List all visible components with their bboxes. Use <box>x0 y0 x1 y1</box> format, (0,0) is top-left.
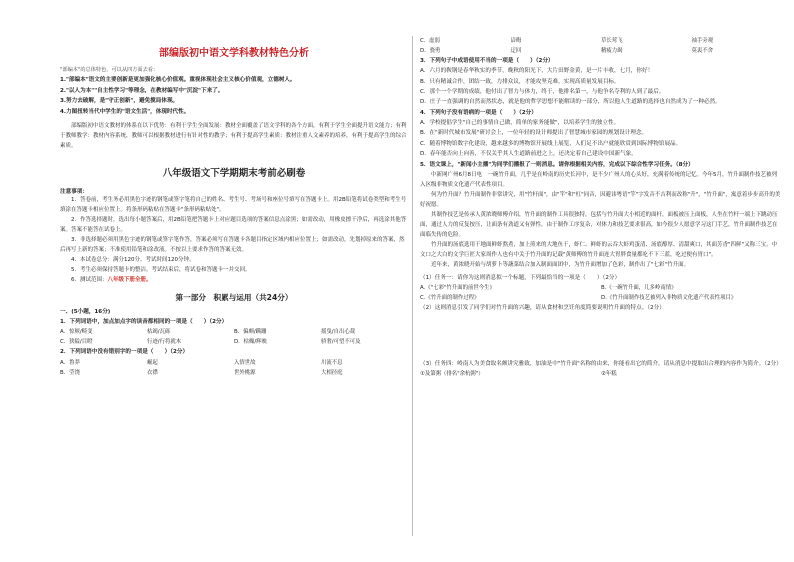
q3-option-c: C．那个一个学期的成绩，他付出了智力与体力，终于，他排名第一，与他争名夺利的人到了最后。 <box>420 89 665 96</box>
sub-question-1: （1）任务一：请你为这则消息拟一个标题，下列最恰当的一项是（ ）（2分） <box>420 274 621 281</box>
q2-option: B．莹饶 <box>60 369 80 376</box>
q1-option: 枯竭/瓦砾 <box>147 329 171 336</box>
right-column <box>420 36 782 379</box>
q4-option-d: D．春年能否向上向善，不仅关乎其人生道路前进之上，还决定着自己建设中国新气象。 <box>420 151 637 158</box>
q2-option: C．虚弱 <box>420 38 440 44</box>
notice-5: 5．考生必须保持答题卡的整洁。考试结束后，将试卷和答题卡一并交回。 <box>71 267 251 274</box>
feature-2: 2."以人为本""自主性学习"等理念，在教材编写中"沉淀"下来了。 <box>60 87 224 94</box>
notice-4: 4．本试卷总分：满分120分。考试时间120分钟。 <box>71 257 195 264</box>
question-2: 2．下列词语中没有错别字的一项是（ ）（2分） <box>60 349 189 356</box>
question-2-options <box>60 358 408 378</box>
left-column <box>60 0 408 378</box>
q2-option: 谙晦 <box>510 38 522 44</box>
q1-option: D．枯燥/辉映 <box>234 339 267 346</box>
q2-option: 大相径庭 <box>321 369 343 376</box>
sub1-option: B.《一碗竹升面，几多岭南情》 <box>601 285 677 292</box>
q1-option: 摇曳/自出心裁 <box>321 329 356 336</box>
q2-option: D．骁勇 <box>420 48 441 54</box>
news-paragraph-2: 何为竹升面？竹升面制作非常讲究，用"竹杆面"，由"竿"和"杠"同音，因避讳粤语"竿"字发音不吉利而改称"升"，"竹升面"，寓意着步步高升的美好祝愿。 <box>420 191 781 208</box>
q1-option: 骄奢/可望不可及 <box>321 339 361 346</box>
test-scope: 八年级下册全册。 <box>107 277 152 284</box>
feature-4: 4.力图扭转当代中学生的"语文生活"，体现时代性。 <box>60 108 190 115</box>
question-group: 一、(5小题，16分) <box>60 309 111 316</box>
sub-question-1-options <box>420 283 782 303</box>
sub-question-3: （3）任务四：岭南人为美食取名颇讲究雅致，加油是中"竹升面"名称的由来，你能看出它的简介，请从消息中提取出合理的内容作为简介。（2分） <box>420 361 782 368</box>
question-3: 3．下列句子中成语使用不当的一项是（ ）（2分） <box>420 58 554 64</box>
q2-option: 世外桃源 <box>234 369 256 376</box>
q4-option-c: C．随着博物馆数字化建设，越来越多的博物馆开展线上展览，人们足不出户就能欣赏到国际博物馆展品。 <box>420 140 682 147</box>
question-4: 4．下列句子没有语病的一项是（ ）（2分） <box>420 109 537 116</box>
q2-option: 草长莺飞 <box>601 38 623 44</box>
notice-1: 1．答卷前，考生务必用黑色字迹的钢笔或签字笔将自己的姓名、考生号、考场号和座位号填写在答题卡上。用2B铅笔将试卷类型和考生号填涂在答题卡相应位置上。将条形码粘贴在答题卡"条形码粘贴处"。 <box>60 197 407 214</box>
q2-option: 崛起 <box>147 359 158 366</box>
q1-option: B．偏颇/蹒跚 <box>234 329 267 336</box>
exam-title: 八年级语文下学期期末考前必刷卷 <box>162 168 306 180</box>
q2-option: 迂回 <box>510 48 522 54</box>
question-1-options <box>60 327 408 347</box>
sub-question-2: （2）这则消息引发了同学们对竹升面的兴趣，请从食材和烹饪角度简要说明竹升面的特点。（2分） <box>420 305 665 312</box>
answer-space <box>420 313 782 359</box>
header-title: 部编版初中语文学科教材特色分析 <box>159 48 309 59</box>
sub1-option: D.《竹升面制作技艺被列入非物质文化遗产代表性项目》 <box>601 295 737 302</box>
q2-option: 入情世故 <box>234 359 256 366</box>
q3-option-b: B．只有精诚合作，团结一致，力排众议，才能攻坚克难，实现高质量发展目标。 <box>420 78 620 85</box>
q3-option-a: A．六月的鞍钢是春华秋实的季节，晚秋的阳光下，大片田野金黄，是一片丰收，七月，你好！ <box>420 68 654 75</box>
notice-6-prefix: 6．测试范围： <box>71 277 108 284</box>
q3-option-d: D．庄子一直强调的自然而然状态，就是他的哲学思想不能解读的一部分，所以他人生道路的选择也自然成为了一种必然。 <box>420 99 721 106</box>
q2-option: 川流不息 <box>321 359 343 366</box>
q2-option: 衣襟 <box>147 369 158 376</box>
feature-3: 3.努力去破解，是"守正创新"，避免搅局体现。 <box>60 98 179 105</box>
news-paragraph-4: 竹升面的汤底选用干地面鲜虾熬煮，加上煎来的大地鱼干，虾仁、鲜虾的云吞大虾鸡蛋清、汤底醇厚、清甜爽口，其面芳香"四鲜"又称三宝。中文口之大白的文学巨匠大家周作人也有中关于竹升面的记载"黄师傅的竹升面连大胃胖食量都吃不下三蓝，吃过便有胃口"。 <box>420 241 778 258</box>
question-1: 1．下列词语中，加点加点字的读音都相同的一项是（ ）（2分） <box>60 319 228 326</box>
intro-line: "部编本"的总体特色，可以从四方面去看： <box>60 67 159 73</box>
q1-option: 行迹/行将就木 <box>147 339 182 346</box>
feature-1: 1."部编本"语文的主要创新是更加强化核心价值观。重视体现社会主义核心价值观，立德树人。 <box>60 77 296 84</box>
question-5: 5．语文课上，"新闻小主播"为同学们播报了一则消息。请你根据相关内容，完成以下综合性学习任务。（8分） <box>420 161 694 168</box>
notice-heading: 注意事项： <box>60 189 88 196</box>
news-paragraph-3: 其制作技艺是传承人黄浓晓师傅介绍，竹升面的制作工具很独特，包括与竹升面大小相近的面杆，面板被压上面板，人坐在竹杆一端上下跳动压面，通过人力的反复按压，让面条有劲道又有弹性。由于制作工序复杂，对体力和技艺要求很高，如今很少人愿意学习这门手艺，竹升面制作技艺在面临失传的危险。 <box>420 211 778 238</box>
q2-option: 精疲力竭 <box>601 48 623 54</box>
sub1-option: C.《竹升面的制作过程》 <box>420 295 480 302</box>
news-paragraph-1: 中新网广州6月8日电 一碗竹升面，几乎是在岭南的历史长河中，是不少广州人的心头好，充满着传统的记忆。今年5月，竹升面制作技艺被列入区级非物质文化遗产代表性项目。 <box>420 171 778 188</box>
notice-2: 2．作答选择题时，选出每小题答案后，用2B铅笔把答题卡上对应题目选项的答案信息点涂黑；如需改动，用橡皮擦干净后，再选涂其他答案。答案不能答在试卷上。 <box>60 217 407 234</box>
q2-option: 莫衷不舍 <box>691 48 714 54</box>
q1-option: A．惊厥/畸变 <box>60 329 93 336</box>
news-paragraph-5: 近年来，黄浓晓开始与胡萝卜等蔬菜结合加入制面面团中，为竹升面增加了色彩，制作出了"七彩"竹升面。 <box>431 261 690 268</box>
advantage-paragraph: 部编版初中语文教材的体系在以下优势：有利于学生全面发展：教材全面覆盖了语文学科的各个方面，有利于学生全面提升语文能力；有利于教师教学：教材内容系统，教师可以根据教材进行有针对性的教学；有利于提高学生素质：教材注重人文素养的培养，有利于提高学生的综合素质。 <box>60 123 407 150</box>
sub3-option: ①及第粥（排名"余杭粥"） <box>420 371 484 378</box>
notice-6 <box>60 275 408 285</box>
q2-option: 袖手旁观 <box>691 38 714 44</box>
q4-option-b: B．在"新时代城市发展"研讨会上，一位年轻的设计师提出了智慧城市家园的规划设计理念。 <box>420 130 648 137</box>
notice-3: 3．非选择题必须用黑色字迹的钢笔或签字笔作答，答案必须写在答题卡各题目指定区域内相应位置上；如需改动，先划掉原来的答案，然后再写上新的答案；不准使用铅笔和涂改液。不按以上要求作答的答案无效。 <box>60 237 405 254</box>
section-title: 第一部分 积累与运用（共24分） <box>175 293 293 303</box>
column-divider <box>412 36 413 536</box>
q1-option: C．狭隘/目瞪 <box>60 339 93 346</box>
sub1-option: A.《"七彩"竹升面的前世今生》 <box>420 285 495 292</box>
sub-question-3-options <box>420 369 782 379</box>
q2-continued-options <box>420 36 782 56</box>
q2-option: A．鲁莽 <box>60 359 80 366</box>
q4-option-a: A．学校提倡学生"自己的事情自己做，简单的家务能做"，以培养学生的独立性。 <box>420 120 620 127</box>
sub3-option: ②年糕 <box>601 371 617 378</box>
